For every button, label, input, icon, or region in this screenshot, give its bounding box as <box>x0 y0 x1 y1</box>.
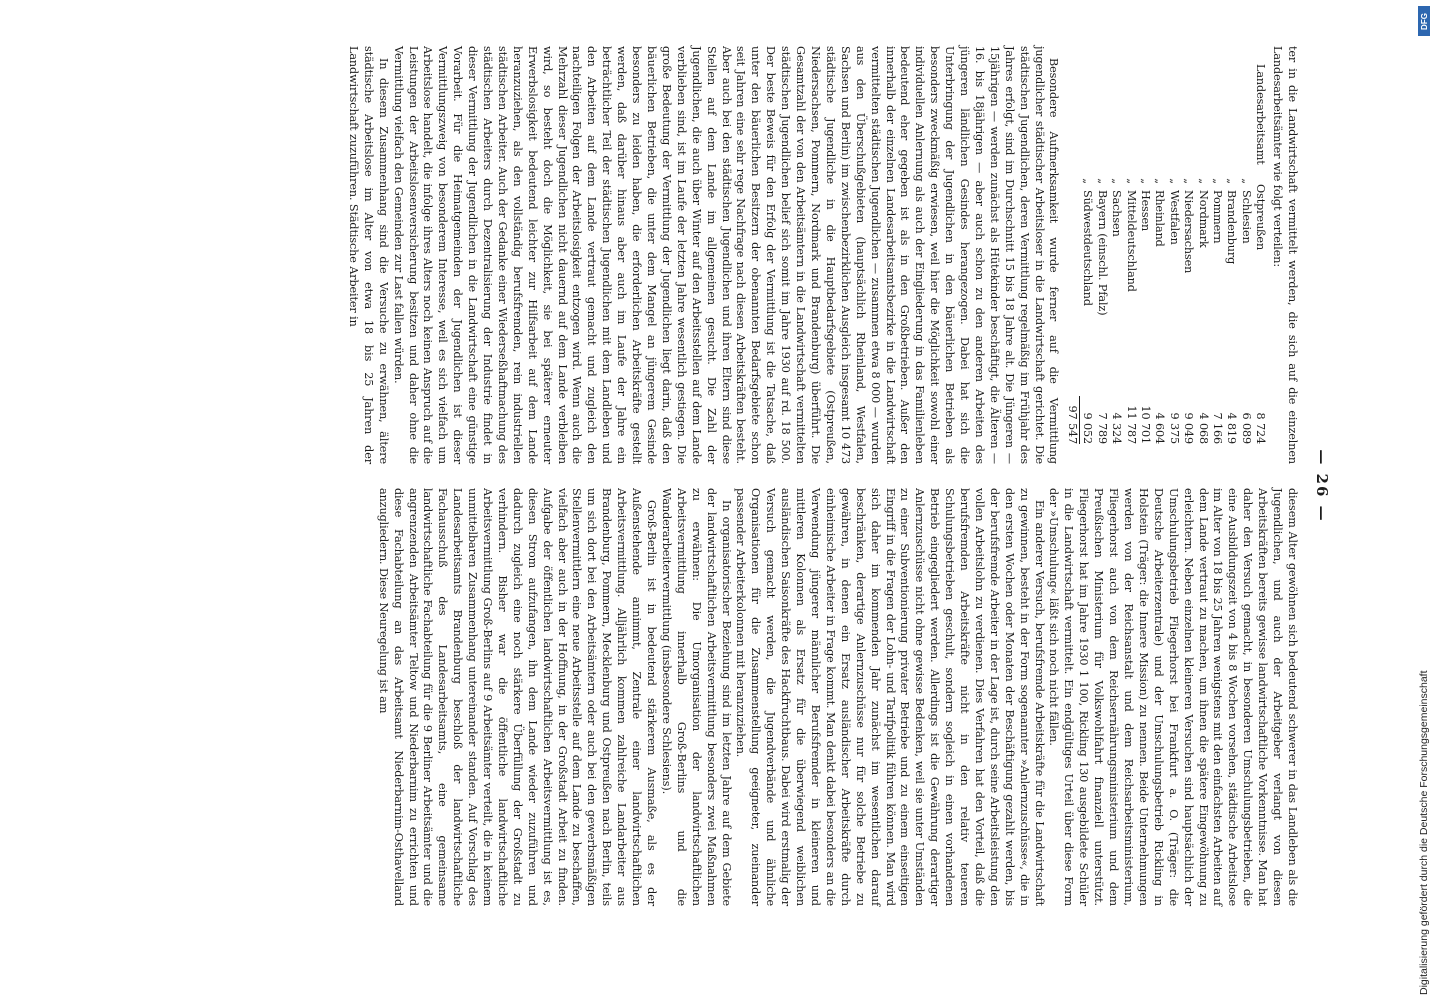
table-row <box>1181 64 1195 444</box>
table-row <box>1138 64 1152 444</box>
table-row-label <box>1224 64 1238 264</box>
region-value: 11 787 <box>1124 405 1138 444</box>
region-value: 10 701 <box>1138 405 1152 444</box>
right-paragraph-1: diesem Alter gewöhnen sich bedeutend schwerer in das Landleben als die Jugendlichen, und auch der Arbeitgeber verlangt von diesen Arbeitskräften bereits gewisse landwirtschaftliche Vorkenntnisse. Man hat daher den Versuch gemacht, in besonderen Umschulungsbetrieben, die eine Ausbildungszeit von 4 bis 8 Wochen vorsehen, städtische Arbeitslose im Alter von 18 bis 25 Jahren wenigstens mit den einfachsten Arbeiten auf dem Lande vertraut zu machen, um ihnen die spätere Eingewöhnung zu erleichtern. Neben einzelnen kleineren Versuchen sind hauptsächlich der Umschulungsbetrieb Fliegerhorst bei Frankfurt a. O. (Träger: die Deutsche Arbeiterzentrale) und der Umschulungsbetrieb Rickling in Holstein (Träger: die Innere Mission) zu nennen. Beide Unternehmungen werden von der Reichsanstalt und dem Reichsarbeitsministerium, Fliegerhorst auch von dem Reichsernährungsministerium und dem Preußischen Ministerium für Volkswohlfahrt finanziell unterstützt. Fliegerhorst hat im Jahre 1930 1 100, Rickling 130 ausgebildete Schüler in die Landwirtschaft vermittelt. Ein endgültiges Urteil über diese Form der »Umschulung« läßt sich noch nicht fällen. <box>1047 488 1299 906</box>
region-value: 4 324 <box>1110 412 1124 444</box>
ditto-mark: „ <box>1196 178 1210 184</box>
table-row-label <box>1080 64 1094 306</box>
ditto-mark: „ <box>1239 178 1253 184</box>
ditto-mark: „ <box>1124 178 1138 184</box>
region-name: Südwestdeutschland <box>1081 190 1095 306</box>
table-row <box>1253 64 1267 444</box>
region-value: 9 052 <box>1081 412 1095 444</box>
ditto-mark: „ <box>1153 178 1167 184</box>
region-name: Westfalen <box>1167 190 1181 245</box>
ditto-mark: „ <box>1210 178 1224 184</box>
region-name: Mitteldeutschland <box>1124 190 1138 292</box>
right-paragraph-2: Ein anderer Versuch, berufsfremde Arbeitskräfte für die Landwirtschaft zu gewinnen, besteht in der Form sogenannter »Anlernzuschüsse«, die in den ersten Wochen oder Monaten der Beschäftigung gezahlt werden, bis der berufsfremde Arbeiter in der Lage ist, durch seine Arbeitsleistung den vollen Arbeitslohn zu verdienen. Dies Verfahren hat den Vorteil, daß die berufsfremden Arbeitskräfte nicht in den relativ teueren Schulungsbetrieben geschult, sondern sogleich in einen vorhandenen Betrieb eingegliedert werden. Allerdings ist die Gewährung derartiger Anlernzuschüsse nicht ohne gewisse Bedenken, weil sie unter Umständen zu einer Subventionierung privater Betriebe und zu einem einseitigen Eingriff in die Fragen der Lohn- und Tarifpolitik führen können. Man wird sich daher im kommenden Jahr zunächst im wesentlichen darauf beschränken, derartige Anlernzuschüsse nur für solche Betriebe zu gewähren, in denen ein Ersatz ausländischer Arbeitskräfte durch einheimische Arbeiter in Frage kommt. Man denkt dabei besonders an die Verwendung jüngerer männlicher Berufsfremder in kleineren und mittleren Kolonnen als Ersatz für die überwiegend weiblichen ausländischen Saisonkräfte des Hackfruchtbaus. Dabei wird erstmalig der Versuch gemacht werden, die Jugendverbände und ähnliche Organisationen für die Zusammenstellung geeigneter, zueinander passender Arbeiterkolonnen mit heranzuziehen. <box>734 488 1046 906</box>
region-value: 4 604 <box>1153 412 1167 444</box>
region-name: Hessen <box>1138 190 1152 232</box>
page-number: — 26 — <box>1313 449 1332 523</box>
region-name: Niedersachsen <box>1182 190 1196 274</box>
region-value: 8 724 <box>1254 412 1268 444</box>
table-row <box>1080 64 1094 444</box>
region-name: Rheinland <box>1153 190 1167 247</box>
region-name: Schlesien <box>1239 190 1253 244</box>
table-row <box>1210 64 1224 444</box>
left-intro: ter in die Landwirtschaft vermittelt werden, die sich auf die einzelnen Landesarbeitsämter wie folgt verteilen: <box>1271 46 1299 464</box>
table-row-label <box>1152 64 1166 247</box>
scanned-page <box>112 46 1337 926</box>
region-value: 4 068 <box>1196 412 1210 444</box>
right-paragraph-4: Groß-Berlin ist in bedeutend stärkerem Ausmaße, als es der Außenstehende annimmt, Zentrale einer landwirtschaftlichen Arbeitsvermittlung. Alljährlich kommen zahlreiche Landarbeiter aus Brandenburg, Pommern, Mecklenburg und Ostpreußen nach Berlin, teils um sich dort bei den Arbeitsämtern oder auch bei den gewerbsmäßigen Stellenvermittlern eine neue Arbeitsstelle auf dem Lande zu beschaffen, vielfach aber auch in der Hoffnung, in der Großstadt Arbeit zu finden. Aufgabe der öffentlichen landwirtschaftlichen Arbeitsvermittlung ist es, diesen Strom aufzufangen, ihn dem Lande wieder zuzuführen und dadurch zugleich eine noch stärkere Überfüllung der Großstadt zu verhindern. Bisher war die öffentliche landwirtschaftliche Arbeitsvermittlung Groß-Berlins auf 9 Arbeitsämter verteilt, die in keinem unmittelbaren Zusammenhang untereinander standen. Auf Vorschlag des Landesarbeitsamts Brandenburg beschloß der landwirtschaftliche Fachausschuß des Landesarbeitsamts, eine gemeinsame landwirtschaftliche Fachabteilung für die 9 Berliner Arbeitsämter und die angrenzenden Arbeitsämter Teltow und Niederbarnim zu errichten und diese Fachabteilung an das Arbeitsamt Niederbarnim-Osthavelland anzugliedern. Diese Neuregelung ist am <box>376 488 659 906</box>
table-total-row <box>1065 64 1080 444</box>
region-name: Nordmark <box>1196 190 1210 248</box>
ditto-mark: „ <box>1138 178 1152 184</box>
left-paragraph-1: Besondere Aufmerksamkeit wurde ferner auf die Vermittlung jugendlicher städtischer Arbeitsloser in die Landwirtschaft gerichtet. Die städtischen Jugendlichen, deren Vermittlung regelmäßig im Frühjahr des Jahres erfolgt, sind im Durchschnitt 15 bis 18 Jahre alt. Die Jüngeren — 15jährigen — werden zunächst als Hütekinder beschäftigt, die Älteren — 16. bis 18jährigen — aber auch schon zu den anderen Arbeiten des jüngeren ländlichen Gesindes herangezogen. Dabei hat sich die Unterbringung der Jugendlichen in den bäuerlichen Betrieben als besonders zweckmäßig erwiesen, weil hier die Möglichkeit sowohl einer individuellen Anlernung als auch der Eingliederung in das Familienleben bedeutend eher gegeben ist als in den Großbetrieben. Außer den innerhalb der einzelnen Landesarbeitsamtsbezirke in die Landwirtschaft vermittelten städtischen Jugendlichen — zusammen etwa 8 000 — wurden aus den Überschußgebieten (hauptsächlich Rheinland, Westfalen, Sachsen und Berlin) im zwischenbezirklichen Ausgleich insgesamt 10 473 städtische Jugendliche in die Hauptbedarfsgebiete (Ostpreußen, Niedersachsen, Pommern, Nordmark und Brandenburg) überführt. Die Gesamtzahl der von den Arbeitsämtern in die Landwirtschaft vermittelten städtischen Jugendlichen belief sich somit im Jahre 1930 auf rd. 18 500. Der beste Beweis für den Erfolg der Vermittlung ist die Tatsache, daß unter den bäuerlichen Besitzern der obenannten Bedarfsgebiete schon seit Jahren eine sehr rege Nachfrage nach diesen Arbeitskräften besteht. Aber auch bei den städtischen Jugendlichen und ihren Eltern sind diese Stellen auf dem Lande im allgemeinen gesucht. Die Zahl der Jugendlichen, die auch über Winter auf den Arbeitsstellen auf dem Lande verblieben sind, ist im Laufe der letzten Jahre wesentlich gestiegen. Die große Bedeutung der Vermittlung der Jugendlichen liegt darin, daß den bäuerlichen Betrieben, die unter dem Mangel an jüngerem Gesinde besonders zu leiden haben, die erforderlichen Arbeitskräfte gestellt werden, daß darüber hinaus aber auch im Laufe der Jahre ein beträchtlicher Teil der städtischen Jugendlichen mit dem Landleben und den Arbeiten auf dem Lande vertraut gemacht und zugleich den nachteiligen Folgen der Arbeitslosigkeit entzogen wird. Wenn auch die Mehrzahl dieser Jugendlichen nicht dauernd auf dem Lande verbleiben wird, so besteht doch die Möglichkeit, sie bei späterer erneuter Erwerbslosigkeit bedeutend leichter zur Hilfsarbeit auf dem Lande heranzuziehen, als den vollständig berufsfremden, rein industriellen städtischen Arbeiter. Auch der Gedanke einer Wiederseßhaftmachung des städtischen Arbeiters durch Dezentralisierung der Industrie findet in dieser Vermittlung der Jugendlichen in die Landwirtschaft eine günstige Vorarbeit. Für die Heimatgemeinden der Jugendlichen ist dieser Vermittlungszweig von besonderem Interesse, weil es sich vielfach um Arbeitslose handelt, die infolge ihres Alters noch keinen Anspruch auf die Leistungen der Arbeitslosenversicherung besitzen und daher ohne die Vermittlung vielfach den Gemeinden zur Last fallen würden. <box>391 46 1061 464</box>
table-row <box>1238 64 1252 444</box>
region-name: Brandenburg <box>1225 190 1239 265</box>
ditto-mark: „ <box>1110 178 1124 184</box>
region-value: 6 089 <box>1239 412 1253 444</box>
table-row-label <box>1094 64 1108 316</box>
region-name: Ostpreußen <box>1254 184 1268 251</box>
page-content <box>112 46 1337 926</box>
table-row <box>1123 64 1137 444</box>
table-row <box>1195 64 1209 444</box>
ditto-mark: „ <box>1182 178 1196 184</box>
right-column <box>375 488 1299 906</box>
ditto-mark: „ <box>1167 178 1181 184</box>
table-row-label <box>1123 64 1137 292</box>
table-row-label <box>1138 64 1152 231</box>
region-value: 7 166 <box>1210 412 1224 444</box>
table-row-label <box>1238 64 1252 244</box>
table-lead-label: Landesarbeitsamt <box>1254 64 1268 165</box>
table-row <box>1224 64 1238 444</box>
region-value: 4 819 <box>1225 412 1239 444</box>
table-row-label <box>1253 64 1267 250</box>
landesarbeitsamt-table <box>1065 64 1268 444</box>
dfg-logo-text: DFG <box>1419 12 1429 30</box>
region-name: Pommern <box>1210 190 1224 244</box>
ditto-mark: „ <box>1081 178 1095 184</box>
table-row <box>1166 64 1180 444</box>
table-row-label <box>1109 64 1123 237</box>
table-row <box>1152 64 1166 444</box>
left-paragraph-2: In diesem Zusammenhang sind die Versuche zu erwähnen, ältere städtische Arbeitslose im Alter von etwa 18 bis 25 Jahren der Landwirtschaft zuzuführen. Städtische Arbeiter in <box>346 46 390 464</box>
region-value: 9 375 <box>1167 412 1181 444</box>
table-row-label <box>1195 64 1209 248</box>
region-value: 9 049 <box>1182 412 1196 444</box>
region-name: Sachsen <box>1110 190 1124 237</box>
table-row-label <box>1210 64 1224 244</box>
table-row <box>1094 64 1108 444</box>
table-row-label <box>1181 64 1195 273</box>
table-total-value: 97 547 <box>1065 396 1080 444</box>
ditto-mark: „ <box>1225 178 1239 184</box>
right-paragraph-3: In organisatorischer Beziehung sind im letzten Jahre auf dem Gebiete der landwirtschaftlichen Arbeitsvermittlung besonders zwei Maßnahmen zu erwähnen: Die Umorganisation der landwirtschaftlichen Arbeitsvermittlung innerhalb Groß-Berlins und die Wanderarbeitervermittlung (insbesondere Schlesiens). <box>659 488 733 906</box>
dfg-credit: Digitalisierung gefördert durch die Deutsche Forschungsgemeinschaft <box>1418 670 1430 995</box>
ditto-mark: „ <box>1095 178 1109 184</box>
region-value: 7 789 <box>1095 412 1109 444</box>
table-row <box>1109 64 1123 444</box>
left-column <box>345 46 1299 464</box>
table-row-label <box>1166 64 1180 245</box>
region-name: Bayern (einschl. Pfalz) <box>1095 190 1109 316</box>
